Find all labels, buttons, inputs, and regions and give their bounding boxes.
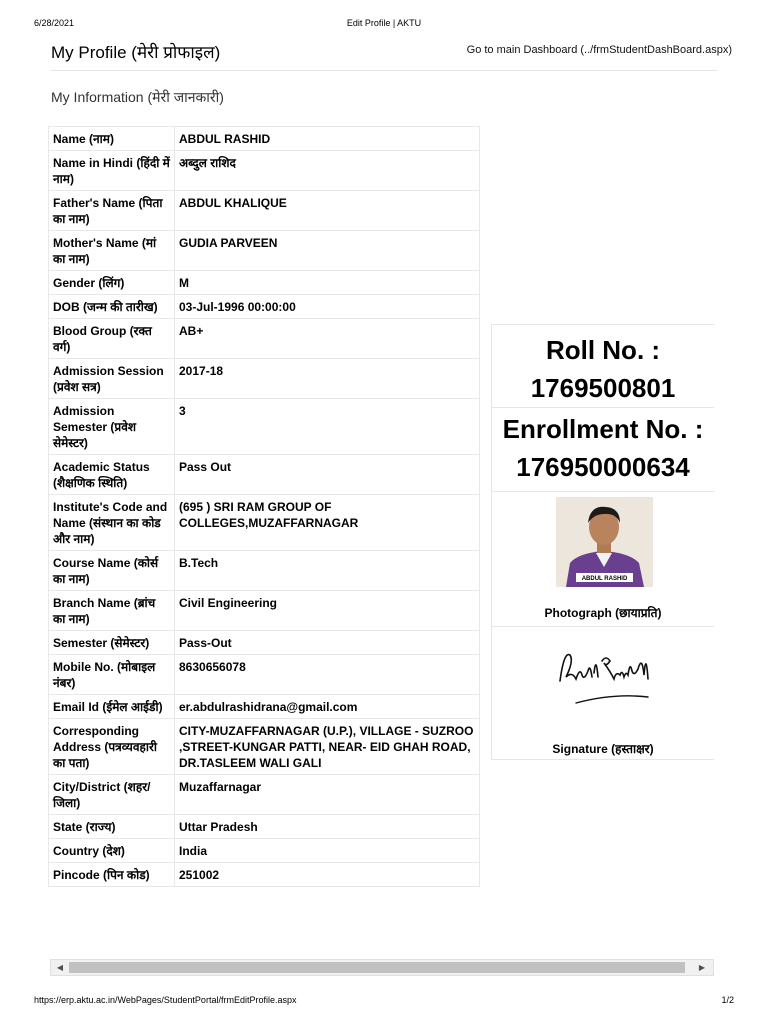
table-row — [49, 775, 480, 815]
dashboard-link[interactable]: Go to main Dashboard (../frmStudentDashBoard.aspx) — [466, 44, 732, 56]
student-photo — [556, 497, 653, 587]
roll-value: 1769500801 — [530, 373, 676, 403]
field-label: Name in Hindi (हिंदी में नाम) — [49, 151, 175, 191]
enrollment-value: 176950000634 — [516, 452, 690, 482]
header-divider — [51, 70, 717, 71]
table-row — [49, 127, 480, 151]
table-row — [49, 695, 480, 719]
field-label: Father's Name (पिता का नाम) — [49, 191, 175, 231]
enrollment-number-box — [491, 408, 714, 492]
field-label: Semester (सेमेस्टर) — [49, 631, 175, 655]
table-row — [49, 399, 480, 455]
field-value: ABDUL RASHID — [175, 127, 480, 151]
print-page-title: Edit Profile | AKTU — [346, 18, 422, 28]
field-label: Mother's Name (मां का नाम) — [49, 231, 175, 271]
photo-name-tag: ABDUL RASHID — [581, 576, 628, 582]
scroll-right-icon[interactable]: ▶ — [698, 963, 706, 972]
field-value: 8630656078 — [175, 655, 480, 695]
field-value: India — [175, 839, 480, 863]
table-row — [49, 631, 480, 655]
page-title: My Profile (मेरी प्रोफाइल) — [51, 43, 221, 62]
signature-box — [491, 627, 714, 760]
field-label: Course Name (कोर्स का नाम) — [49, 551, 175, 591]
field-value: M — [175, 271, 480, 295]
field-value: Civil Engineering — [175, 591, 480, 631]
table-row — [49, 231, 480, 271]
table-row — [49, 319, 480, 359]
field-label: Corresponding Address (पत्रव्यवहारी का पता) — [49, 719, 175, 775]
photo-box — [491, 492, 714, 627]
roll-label: Roll No. : — [545, 335, 661, 365]
field-label: Institute's Code and Name (संस्थान का कोड और नाम) — [49, 495, 175, 551]
field-label: State (राज्य) — [49, 815, 175, 839]
table-row — [49, 551, 480, 591]
field-label: Branch Name (ब्रांच का नाम) — [49, 591, 175, 631]
enrollment-label: Enrollment No. : — [502, 414, 704, 444]
table-row — [49, 151, 480, 191]
field-label: DOB (जन्म की तारीख) — [49, 295, 175, 319]
field-label: Mobile No. (मोबाइल नंबर) — [49, 655, 175, 695]
table-row — [49, 839, 480, 863]
horizontal-scrollbar[interactable] — [50, 959, 714, 976]
table-row — [49, 495, 480, 551]
scrollbar-thumb[interactable] — [69, 962, 685, 973]
field-value: Pass-Out — [175, 631, 480, 655]
table-row — [49, 271, 480, 295]
field-value: 2017-18 — [175, 359, 480, 399]
field-value: अब्दुल राशिद — [175, 151, 480, 191]
print-header — [34, 18, 734, 30]
field-value: Muzaffarnagar — [175, 775, 480, 815]
field-value: CITY-MUZAFFARNAGAR (U.P.), VILLAGE - SUZROO ,STREET-KUNGAR PATTI, NEAR- EID GHAH ROAD, DR.TASLEEM WALI GALI — [175, 719, 480, 775]
field-label: Country (देश) — [49, 839, 175, 863]
field-value: 251002 — [175, 863, 480, 887]
id-panel — [491, 324, 714, 760]
photo-caption: Photograph (छायाप्रति) — [544, 606, 662, 620]
field-value: GUDIA PARVEEN — [175, 231, 480, 271]
field-label: Academic Status (शैक्षणिक स्थिति) — [49, 455, 175, 495]
field-label: Email Id (ईमेल आईडी) — [49, 695, 175, 719]
print-date: 6/28/2021 — [34, 18, 75, 28]
table-row — [49, 359, 480, 399]
field-label: Pincode (पिन कोड) — [49, 863, 175, 887]
profile-info-table — [48, 126, 480, 887]
table-row — [49, 815, 480, 839]
field-value: (695 ) SRI RAM GROUP OF COLLEGES,MUZAFFARNAGAR — [175, 495, 480, 551]
field-label: Name (नाम) — [49, 127, 175, 151]
scroll-left-icon[interactable]: ◀ — [56, 963, 64, 972]
signature-caption: Signature (हस्ताक्षर) — [552, 742, 654, 756]
field-label: Admission Semester (प्रवेश सेमेस्टर) — [49, 399, 175, 455]
roll-number-box — [491, 324, 714, 408]
table-row — [49, 455, 480, 495]
field-value: Uttar Pradesh — [175, 815, 480, 839]
table-row — [49, 655, 480, 695]
field-label: Gender (लिंग) — [49, 271, 175, 295]
section-title: My Information (मेरी जानकारी) — [51, 89, 224, 105]
field-value: 3 — [175, 399, 480, 455]
field-label: Blood Group (रक्त वर्ग) — [49, 319, 175, 359]
field-label: City/District (शहर/ जिला) — [49, 775, 175, 815]
field-value: AB+ — [175, 319, 480, 359]
table-row — [49, 591, 480, 631]
table-row — [49, 295, 480, 319]
field-label: Admission Session (प्रवेश सत्र) — [49, 359, 175, 399]
field-value: Pass Out — [175, 455, 480, 495]
student-photo-image — [556, 497, 653, 587]
table-row — [49, 719, 480, 775]
field-value: 03-Jul-1996 00:00:00 — [175, 295, 480, 319]
print-url: https://erp.aktu.ac.in/WebPages/StudentPortal/frmEditProfile.aspx — [34, 995, 297, 1005]
field-value: ABDUL KHALIQUE — [175, 191, 480, 231]
print-page-number: 1/2 — [721, 995, 734, 1005]
field-value: er.abdulrashidrana@gmail.com — [175, 695, 480, 719]
table-row — [49, 863, 480, 887]
table-row — [49, 191, 480, 231]
field-value: B.Tech — [175, 551, 480, 591]
signature-image — [554, 641, 664, 711]
